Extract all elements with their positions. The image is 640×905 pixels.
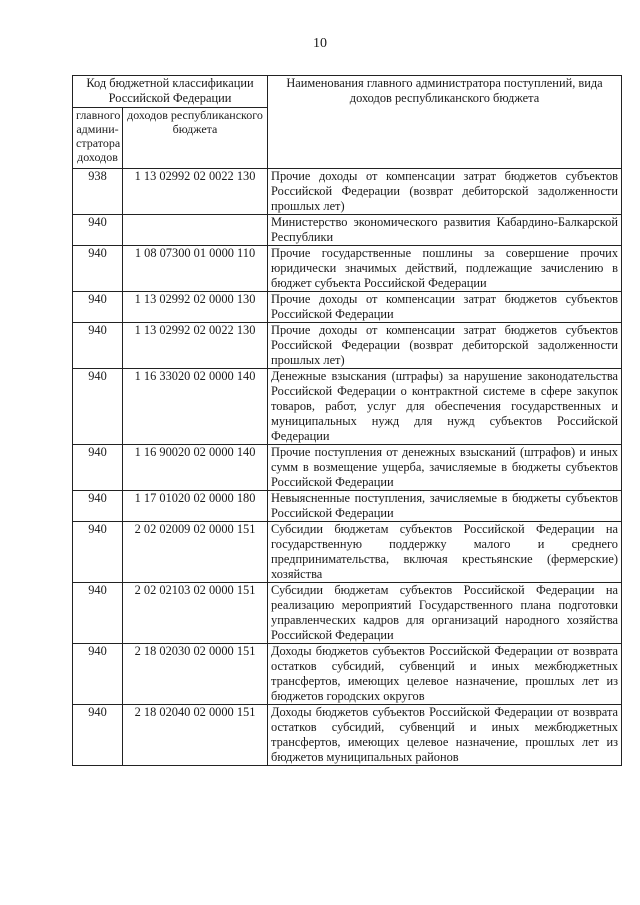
header-admin-column: главного админи-стратора доходов [73,108,123,169]
admin-code-cell: 940 [73,705,123,766]
income-name-cell: Субсидии бюджетам субъектов Российской Федерации на государственную поддержку малого и среднего предпринимательства, включая крестьянские (фермерские) хозяйства [268,522,622,583]
income-code-cell: 2 18 02040 02 0000 151 [123,705,268,766]
admin-code-cell: 940 [73,644,123,705]
income-name-cell: Прочие государственные пошлины за совершение прочих юридически значимых действий, подлежащие зачислению в бюджет субъекта Российской Федерации [268,246,622,292]
page-number: 10 [313,36,327,51]
admin-code-cell: 940 [73,215,123,246]
income-code-cell: 1 13 02992 02 0000 130 [123,292,268,323]
admin-code-cell: 940 [73,445,123,491]
income-name-cell: Министерство экономического развития Кабардино-Балкарской Республики [268,215,622,246]
income-name-cell: Доходы бюджетов субъектов Российской Федерации от возврата остатков субсидий, субвенций и иных межбюджетных трансфертов, имеющих целевое назначение, прошлых лет из бюджетов городских округов [268,644,622,705]
admin-code-cell: 940 [73,323,123,369]
income-code-cell: 1 13 02992 02 0022 130 [123,169,268,215]
income-code-cell: 1 16 90020 02 0000 140 [123,445,268,491]
header-budget-code-group: Код бюджетной классификации Российской Федерации [73,76,268,108]
table-row [73,522,622,583]
admin-code-cell: 940 [73,369,123,445]
income-name-cell: Доходы бюджетов субъектов Российской Федерации от возврата остатков субсидий, субвенций и иных межбюджетных трансфертов, имеющих целевое назначение, прошлых лет из бюджетов муниципальных районов [268,705,622,766]
table-row [73,644,622,705]
admin-code-cell: 940 [73,583,123,644]
income-code-cell: 1 16 33020 02 0000 140 [123,369,268,445]
income-code-cell: 2 02 02103 02 0000 151 [123,583,268,644]
income-name-cell: Прочие доходы от компенсации затрат бюджетов субъектов Российской Федерации (возврат дебиторской задолженности прошлых лет) [268,169,622,215]
table-row [73,369,622,445]
header-name-column: Наименования главного администратора поступлений, вида доходов республиканского бюджета [268,76,622,169]
table-row [73,169,622,215]
admin-code-cell: 940 [73,491,123,522]
income-name-cell: Прочие доходы от компенсации затрат бюджетов субъектов Российской Федерации [268,292,622,323]
table-row [73,491,622,522]
table-row [73,705,622,766]
income-code-cell: 1 13 02992 02 0022 130 [123,323,268,369]
income-name-cell: Денежные взыскания (штрафы) за нарушение законодательства Российской Федерации о контрактной системе в сфере закупок товаров, работ, услуг для обеспечения государственных и муниципальных нужд для нужд субъектов Российской Федерации [268,369,622,445]
table-row [73,583,622,644]
table-row [73,323,622,369]
income-code-cell [123,215,268,246]
admin-code-cell: 940 [73,292,123,323]
income-code-cell: 2 02 02009 02 0000 151 [123,522,268,583]
income-code-cell: 1 08 07300 01 0000 110 [123,246,268,292]
income-code-cell: 2 18 02030 02 0000 151 [123,644,268,705]
table-row [73,292,622,323]
table-row [73,246,622,292]
header-income-column: доходов республиканского бюджета [123,108,268,169]
admin-code-cell: 940 [73,246,123,292]
income-name-cell: Субсидии бюджетам субъектов Российской Федерации на реализацию мероприятий Государственного плана подготовки управленческих кадров для организаций народного хозяйства Российской Федерации [268,583,622,644]
income-code-cell: 1 17 01020 02 0000 180 [123,491,268,522]
admin-code-cell: 938 [73,169,123,215]
admin-code-cell: 940 [73,522,123,583]
table-row [73,445,622,491]
table-row [73,215,622,246]
income-name-cell: Невыясненные поступления, зачисляемые в бюджеты субъектов Российской Федерации [268,491,622,522]
income-name-cell: Прочие поступления от денежных взысканий (штрафов) и иных сумм в возмещение ущерба, зачисляемые в бюджеты субъектов Российской Федерации [268,445,622,491]
budget-classification-table [72,75,622,766]
income-name-cell: Прочие доходы от компенсации затрат бюджетов субъектов Российской Федерации (возврат дебиторской задолженности прошлых лет) [268,323,622,369]
